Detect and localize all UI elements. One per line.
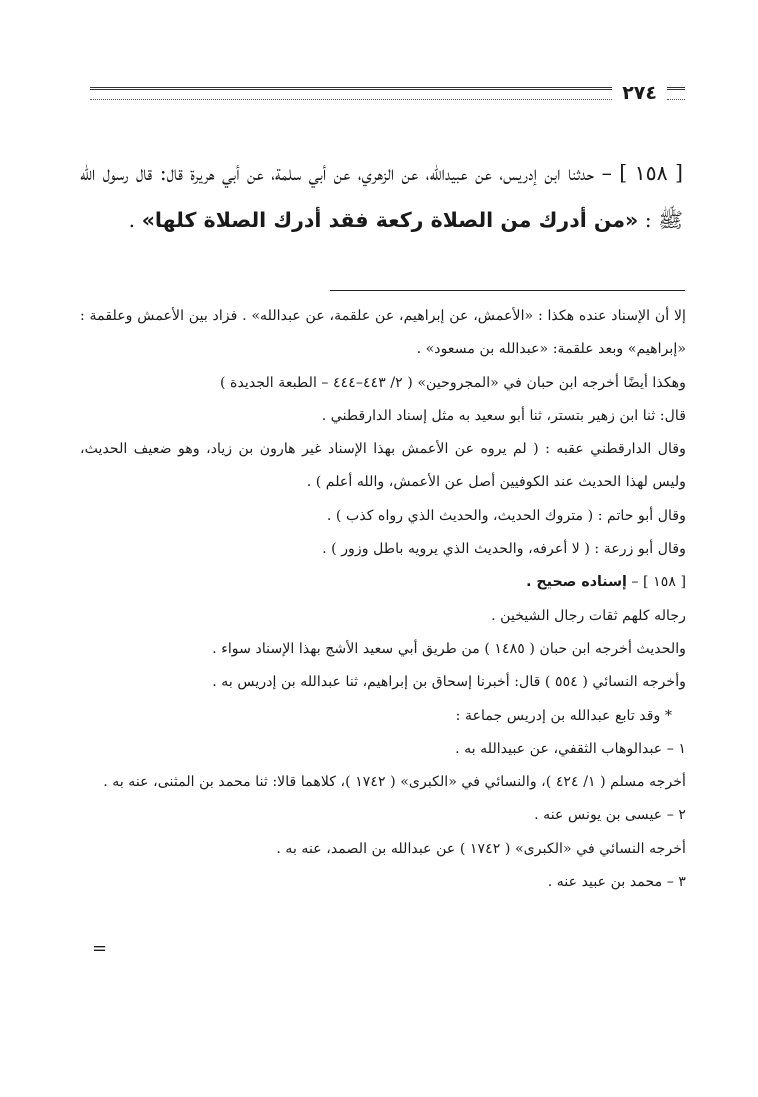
hadith-number: [ ١٥٨ ]: [619, 161, 684, 185]
hadith-matn: «من أدرك من الصلاة ركعة فقد أدرك الصلاة كلها»: [141, 208, 639, 232]
commentary-paragraph: ١ – عبدالوهاب الثقفي، عن عبيدالله به .: [455, 740, 686, 757]
commentary-paragraph: والحديث أخرجه ابن حبان ( ١٤٨٥ ) من طريق أبي سعيد الأشج بهذا الإسناد سواء .: [212, 640, 686, 657]
grading-title: إسناده صحيح .: [526, 574, 627, 591]
commentary-paragraph: وقال الدارقطني عقبه : ( لم يروه عن الأعمش بهذا الإسناد غير هارون بن زياد، وهو ضعيف الحديث، وليس لهذا الحديث عند الكوفيين أصل عن الأعمش، والله أعلم ) .: [80, 441, 686, 491]
commentary-paragraph: وقال أبو حاتم : ( متروك الحديث، والحديث الذي رواه كذب ) .: [326, 507, 686, 524]
grading-dash: –: [626, 574, 644, 591]
hadith-text: [80, 150, 683, 244]
footnote-separator: [330, 290, 685, 291]
commentary-paragraph: رجاله كلهم ثقات رجال الشيخين .: [491, 607, 686, 624]
header-rule-right: [667, 87, 685, 100]
commentary-section: [80, 300, 686, 899]
hadith-end: .: [128, 208, 142, 232]
continuation-mark: =: [92, 938, 108, 959]
commentary-paragraph: ٣ – محمد بن عبيد عنه .: [547, 874, 686, 891]
commentary-paragraph: ٢ – عيسى بن يونس عنه .: [534, 807, 686, 824]
header-rule-left: [90, 87, 612, 100]
page-number: ٢٧٤: [622, 82, 657, 104]
grading-number: [ ١٥٨ ]: [643, 574, 686, 591]
commentary-paragraph: قال: ثنا ابن زهير بتستر، ثنا أبو سعيد به مثل إسناد الدارقطني .: [321, 407, 686, 424]
commentary-paragraph: وهكذا أيضًا أخرجه ابن حبان في «المجروحين» ( ٢/ ٤٤٣–٤٤٤ – الطبعة الجديدة ): [220, 374, 686, 391]
commentary-paragraph: * وقد تابع عبدالله بن إدريس جماعة :: [455, 707, 672, 724]
grading-heading: [80, 566, 686, 599]
page-header: [90, 80, 685, 106]
commentary-paragraph: إلا أن الإسناد عنده هكذا : «الأعمش، عن إبراهيم، عن علقمة، عن عبدالله» . فزاد بين الأعمش وعلقمة : «إبراهيم» وبعد علقمة: «عبدالله بن مسعود» .: [80, 308, 686, 358]
commentary-paragraph: وأخرجه النسائي ( ٥٥٤ ) قال: أخبرنا إسحاق بن إبراهيم، ثنا عبدالله بن إدريس به .: [212, 674, 686, 691]
hadith-isnad: – حدثنا ابن إدريس، عن عبيدالله، عن الزهري، عن أبي سلمة، عن أبي هريرة قال: قال رسول الله ﷺ :: [80, 161, 683, 232]
commentary-paragraph: وقال أبو زرعة : ( لا أعرفه، والحديث الذي يرويه باطل وزور ) .: [322, 541, 686, 558]
commentary-paragraph: أخرجه مسلم ( ١/ ٤٢٤ )، والنسائي في «الكبرى» ( ١٧٤٢ )، كلاهما قالا: ثنا محمد بن المثنى، عنه به .: [103, 774, 686, 791]
commentary-paragraph: أخرجه النسائي في «الكبرى» ( ١٧٤٢ ) عن عبدالله بن الصمد، عنه به .: [276, 840, 686, 857]
